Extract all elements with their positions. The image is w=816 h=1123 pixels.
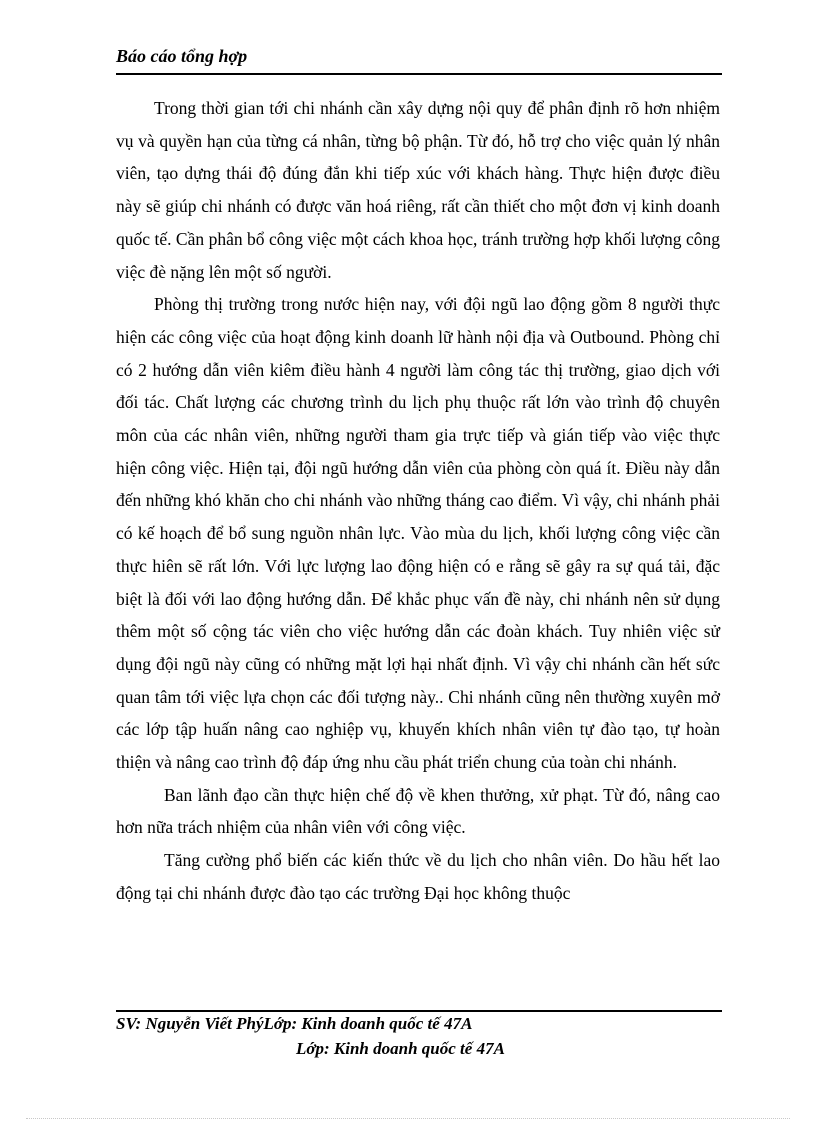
header-rule [116,73,722,75]
paragraph: Trong thời gian tới chi nhánh cần xây dựng nội quy để phân định rõ hơn nhiệm vụ và quyền hạn của từng cá nhân, từng bộ phận. Từ đó, hỗ trợ cho việc quản lý nhân viên, tạo dựng thái độ đúng đắn khi tiếp xúc với khách hàng. Thực hiện được điều này sẽ giúp chi nhánh có được văn hoá riêng, rất cần thiết cho một đơn vị kinh doanh quốc tế. Cần phân bổ công việc một cách khoa học, tránh trường hợp khối lượng công việc đè nặng lên một số người. [116,98,720,282]
paragraph: Tăng cường phổ biến các kiến thức về du lịch cho nhân viên. Do hầu hết lao động tại chi nhánh được đào tạo các trường Đại học không thuộc [116,850,720,903]
page-edge-dots [26,1118,790,1119]
footer-student-line: SV: Nguyễn Viết PhýLớp: Kinh doanh quốc tế 47A [116,1014,473,1033]
document-body [116,92,720,910]
header-title: Báo cáo tổng hợp [116,46,248,66]
paragraph: Ban lãnh đạo cần thực hiện chế độ về khen thưởng, xử phạt. Từ đó, nâng cao hơn nữa trách nhiệm của nhân viên với công việc. [116,784,720,838]
footer-rule [116,1010,722,1012]
paragraph: Phòng thị trường trong nước hiện nay, với đội ngũ lao động gồm 8 người thực hiện các công việc của hoạt động kinh doanh lữ hành nội địa và Outbound. Phòng chỉ có 2 hướng dẫn viên kiêm điều hành 4 người làm công tác thị trường, giao dịch với đối tác. Chất lượng các chương trình du lịch phụ thuộc rất lớn vào trình độ chuyên môn của các nhân viên, những người tham gia trực tiếp và gián tiếp vào việc thực hiện công việc. Hiện tại, đội ngũ hướng dẫn viên của phòng còn quá ít. Điều này dẫn đến những khó khăn cho chi nhánh vào những tháng cao điểm. Vì vậy, chi nhánh phải có kế hoạch để bổ sung nguồn nhân lực. Vào mùa du lịch, khối lượng công việc cần thực hiên sẽ rất lớn. Với lực lượng lao động hiện có e rằng sẽ gây ra sự quá tải, đặc biệt là đối với lao động hướng dẫn. Để khắc phục vấn đề này, chi nhánh nên sử dụng thêm một số cộng tác viên cho việc hướng dẫn các đoàn khách. Tuy nhiên việc sử dụng đội ngũ này cũng có những mặt lợi hại nhất định. Vì vậy chi nhánh cần hết sức quan tâm tới việc lựa chọn các đối tượng này.. Chi nhánh cũng nên thường xuyên mở các lớp tập huấn nâng cao nghiệp vụ, khuyến khích nhân viên tự đào tạo, tự hoàn thiện và nâng cao trình độ đáp ứng nhu cầu phát triển chung của toàn chi nhánh. [116,294,720,773]
footer-class-line: Lớp: Kinh doanh quốc tế 47A [296,1039,505,1058]
